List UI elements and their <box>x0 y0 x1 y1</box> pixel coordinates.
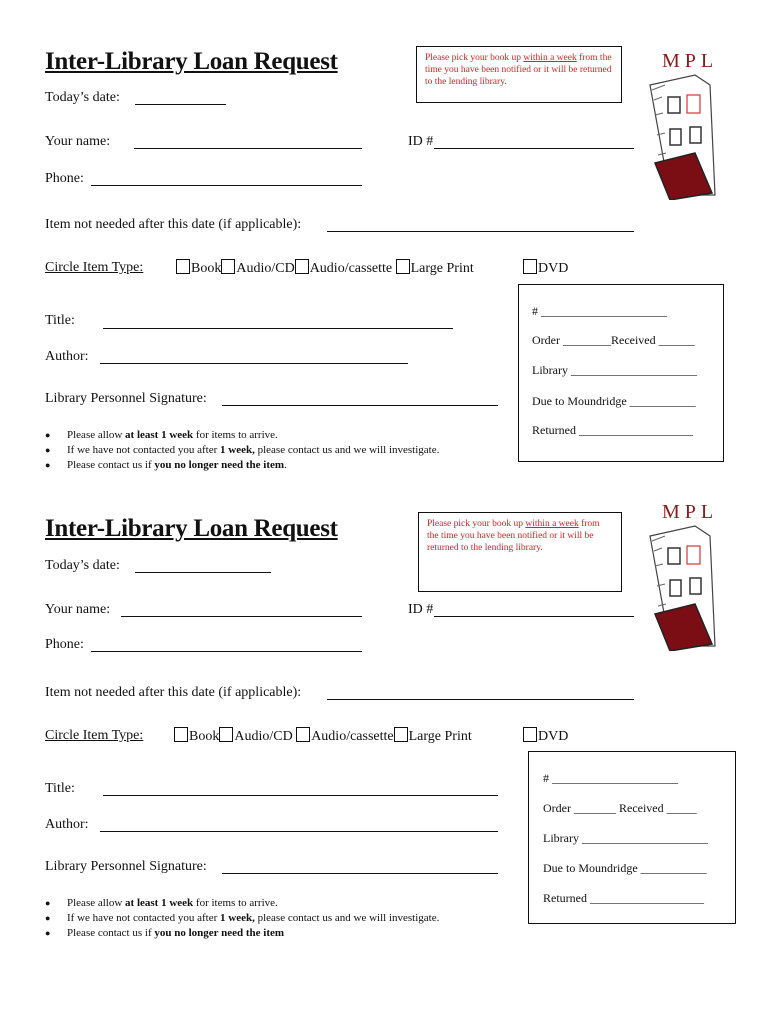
logo-text: MPL <box>662 50 719 72</box>
staff-due-field[interactable]: Due to Moundridge ___________ <box>543 861 707 875</box>
pickup-notice <box>418 512 622 592</box>
instruction-item: ● If we have not contacted you after 1 week, please contact us and we will investigate. <box>45 912 440 924</box>
instructions-list <box>45 428 439 473</box>
notice-text: Please pick your book up <box>427 519 526 529</box>
notice-text-end: from the time you have been notified or it will be returned to the lending library. <box>425 53 612 87</box>
staff-order-field[interactable]: Order _______ Received _____ <box>543 801 697 815</box>
instruction-item: ● Please contact us if you no longer need the item <box>45 927 285 939</box>
phone-label: Phone: <box>45 171 84 186</box>
phone-label: Phone: <box>45 637 84 652</box>
audio-cd-checkbox[interactable] <box>221 259 235 274</box>
book-checkbox[interactable] <box>176 259 190 274</box>
todays-date-label: Today’s date: <box>45 558 120 573</box>
signature-field[interactable] <box>222 405 498 406</box>
staff-use-box <box>528 751 736 924</box>
notice-text: Please pick your book up <box>425 53 524 63</box>
not-needed-date-field[interactable] <box>327 699 634 700</box>
id-field[interactable] <box>434 616 634 617</box>
form-title: Inter-Library Loan Request <box>45 515 338 542</box>
signature-field[interactable] <box>222 873 498 874</box>
large-print-checkbox[interactable] <box>396 259 410 274</box>
audio-cd-option: Audio/CD <box>236 261 295 276</box>
staff-due-field[interactable]: Due to Moundridge ___________ <box>532 394 696 408</box>
id-label: ID # <box>408 134 434 149</box>
author-label: Author: <box>45 817 89 832</box>
signature-label: Library Personnel Signature: <box>45 859 207 874</box>
id-label: ID # <box>408 602 434 617</box>
your-name-label: Your name: <box>45 134 111 149</box>
your-name-field[interactable] <box>121 616 362 617</box>
staff-number-field[interactable]: # _____________________ <box>543 771 678 785</box>
instruction-item: ● Please allow at least 1 week for items to arrive. <box>45 897 278 909</box>
book-checkbox[interactable] <box>174 727 188 742</box>
title-field[interactable] <box>103 795 498 796</box>
staff-library-field[interactable]: Library _____________________ <box>532 363 697 377</box>
item-type-options <box>176 259 474 277</box>
instruction-item: ● If we have not contacted you after 1 week, please contact us and we will investigate. <box>45 444 440 456</box>
phone-field[interactable] <box>91 185 362 186</box>
dvd-option: DVD <box>538 261 569 276</box>
staff-returned-field[interactable]: Returned ___________________ <box>543 891 704 905</box>
loan-form-2 <box>0 468 770 938</box>
todays-date-field[interactable] <box>135 572 271 573</box>
audio-cassette-option: Audio/cassette <box>309 261 393 276</box>
title-field[interactable] <box>103 328 453 329</box>
dvd-checkbox[interactable] <box>523 727 537 742</box>
audio-cassette-option: Audio/cassette <box>311 729 394 744</box>
instruction-item: ● Please allow at least 1 week for items to arrive. <box>45 429 278 441</box>
large-print-checkbox[interactable] <box>394 727 408 742</box>
notice-emphasis: within a week <box>525 519 579 529</box>
staff-use-box <box>518 284 724 462</box>
id-field[interactable] <box>434 148 634 149</box>
book-option: Book <box>191 261 222 276</box>
loan-form-1 <box>0 0 770 470</box>
not-needed-label: Item not needed after this date (if applicable): <box>45 217 302 232</box>
notice-text-end: from the time you have been notified or it will be returned to the lending library. <box>427 519 600 553</box>
audio-cassette-checkbox[interactable] <box>295 259 309 274</box>
staff-order-field[interactable]: Order ________Received ______ <box>532 333 695 347</box>
phone-field[interactable] <box>91 651 362 652</box>
title-label: Title: <box>45 781 75 796</box>
not-needed-label: Item not needed after this date (if applicable): <box>45 685 302 700</box>
audio-cd-checkbox[interactable] <box>219 727 233 742</box>
staff-number-field[interactable]: # _____________________ <box>532 304 667 318</box>
staff-library-field[interactable]: Library _____________________ <box>543 831 708 845</box>
pickup-notice <box>416 46 622 103</box>
author-label: Author: <box>45 349 89 364</box>
dvd-type-option <box>523 259 568 277</box>
form-title: Inter-Library Loan Request <box>45 48 338 75</box>
circle-type-label: Circle Item Type: <box>45 260 144 275</box>
book-option: Book <box>189 729 220 744</box>
logo-text: MPL <box>662 501 719 523</box>
audio-cd-option: Audio/CD <box>234 729 293 744</box>
mpl-logo <box>640 45 730 200</box>
not-needed-date-field[interactable] <box>327 231 634 232</box>
mpl-logo <box>640 496 730 651</box>
notice-emphasis: within a week <box>523 53 577 63</box>
dvd-checkbox[interactable] <box>523 259 537 274</box>
item-type-options <box>174 727 472 745</box>
signature-label: Library Personnel Signature: <box>45 391 207 406</box>
title-label: Title: <box>45 313 75 328</box>
your-name-label: Your name: <box>45 602 111 617</box>
dvd-option: DVD <box>538 729 569 744</box>
dvd-type-option <box>523 727 568 745</box>
large-print-option: Large Print <box>410 261 474 276</box>
staff-returned-field[interactable]: Returned ___________________ <box>532 423 693 437</box>
todays-date-label: Today’s date: <box>45 90 120 105</box>
todays-date-field[interactable] <box>135 104 226 105</box>
author-field[interactable] <box>100 831 498 832</box>
large-print-option: Large Print <box>408 729 472 744</box>
audio-cassette-checkbox[interactable] <box>296 727 310 742</box>
circle-type-label: Circle Item Type: <box>45 728 144 743</box>
instructions-list <box>45 896 439 941</box>
instruction-item: ● Please contact us if you no longer need the item. <box>45 459 287 471</box>
author-field[interactable] <box>100 363 408 364</box>
your-name-field[interactable] <box>134 148 362 149</box>
